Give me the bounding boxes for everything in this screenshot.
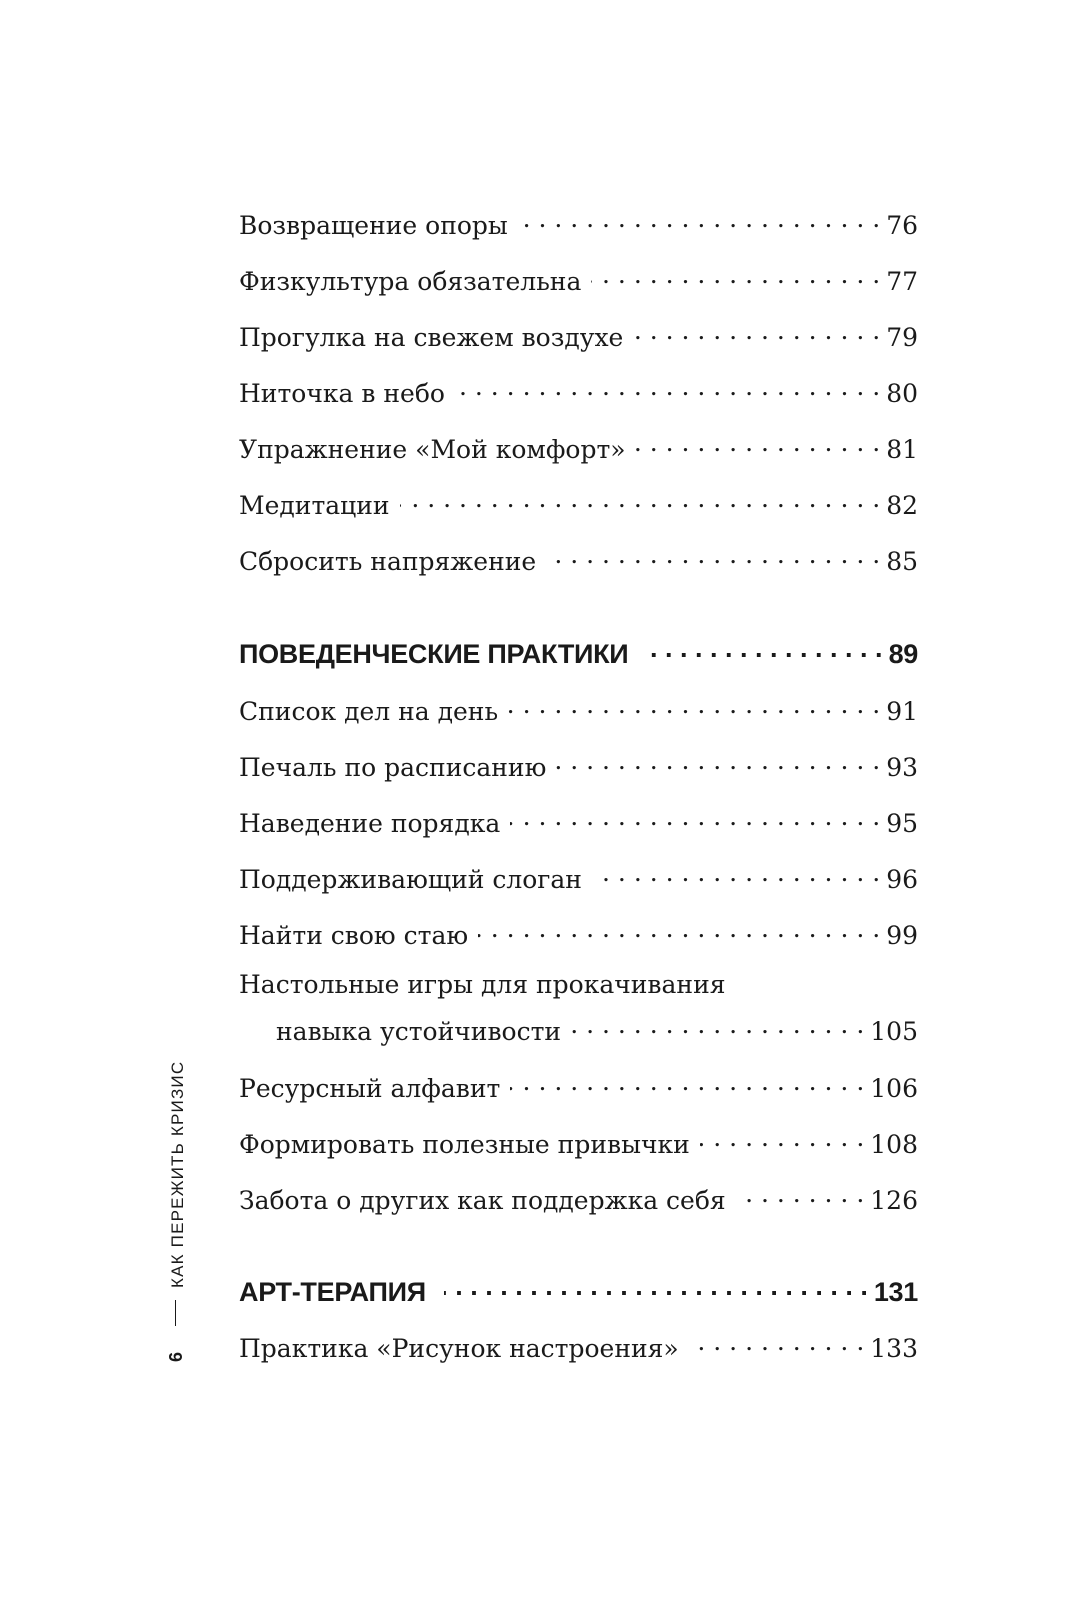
toc-entry — [239, 428, 918, 465]
toc-entry — [239, 1123, 918, 1160]
toc-entry-page: 77 — [886, 267, 918, 296]
toc-section-title: АРТ-ТЕРАПИЯ — [239, 1277, 426, 1307]
toc-entry-title: Физкультура обязательна — [239, 267, 582, 296]
toc-entry — [239, 914, 918, 951]
toc-section-heading — [239, 633, 918, 669]
toc-entry — [239, 802, 918, 839]
toc-entry-title: Прогулка на свежем воздухе — [239, 323, 624, 352]
toc-entry-title: Ниточка в небо — [239, 379, 445, 408]
dot-leader — [444, 1271, 868, 1301]
toc-entry-title: Наведение порядка — [239, 809, 501, 838]
toc-entry-page: 133 — [870, 1334, 918, 1363]
toc-entry-continuation — [239, 1010, 918, 1047]
dot-leader — [546, 540, 880, 570]
toc-section-page: 89 — [888, 639, 918, 669]
toc-entry — [239, 260, 918, 297]
toc-entry-page: 91 — [886, 697, 918, 726]
dot-leader — [556, 746, 880, 776]
toc-entry-title: Возвращение опоры — [239, 211, 508, 240]
dot-leader — [400, 484, 881, 514]
dot-leader — [508, 690, 880, 720]
toc-entry-page: 81 — [886, 435, 918, 464]
toc-entry-page: 93 — [886, 753, 918, 782]
toc-entry — [239, 1327, 918, 1364]
dot-leader — [510, 1067, 864, 1097]
toc-entry-title: Упражнение «Мой комфорт» — [239, 435, 626, 464]
toc-entry-title: Практика «Рисунок настроения» — [239, 1334, 679, 1363]
running-title: КАК ПЕРЕЖИТЬ КРИЗИС — [168, 1060, 187, 1288]
toc-entry-title: Сбросить напряжение — [239, 547, 537, 576]
toc-entry-page: 85 — [886, 547, 918, 576]
dot-leader — [478, 914, 880, 944]
dot-leader — [455, 372, 880, 402]
toc-entry-page: 76 — [886, 211, 918, 240]
toc-entry — [239, 484, 918, 521]
dot-leader — [592, 858, 880, 888]
dot-leader — [518, 204, 880, 234]
toc-entry-page: 96 — [886, 865, 918, 894]
toc-entry-page: 126 — [870, 1186, 918, 1215]
toc-entry — [239, 372, 918, 409]
toc-entry-page: 106 — [870, 1074, 918, 1103]
toc-entry-title-continued: навыка устойчивости — [276, 1017, 562, 1046]
dot-leader — [646, 633, 882, 663]
toc-entry — [239, 970, 918, 1047]
toc-entry — [239, 1179, 918, 1216]
toc-entry-page: 80 — [886, 379, 918, 408]
toc-entry-page: 108 — [870, 1130, 918, 1159]
toc-entry — [239, 540, 918, 577]
toc-entry — [239, 858, 918, 895]
toc-entry-page: 95 — [886, 809, 918, 838]
page-number: 6 — [166, 1351, 186, 1362]
toc-entry — [239, 204, 918, 241]
toc-entry-title: Поддерживающий слоган — [239, 865, 582, 894]
toc-entry-title: Печаль по расписанию — [239, 753, 547, 782]
toc-entry-title: Забота о других как поддержка себя — [239, 1186, 726, 1215]
toc-section-page: 131 — [873, 1277, 918, 1307]
toc-entry-title: Ресурсный алфавит — [239, 1074, 501, 1103]
dot-leader — [510, 802, 880, 832]
folio-divider — [175, 1300, 176, 1326]
toc-entry — [239, 1067, 918, 1104]
toc-entry-page: 82 — [886, 491, 918, 520]
dot-leader — [736, 1179, 865, 1209]
toc-entry-page: 79 — [886, 323, 918, 352]
toc-section-title: ПОВЕДЕНЧЕСКИЕ ПРАКТИКИ — [239, 639, 629, 669]
toc-entry — [239, 690, 918, 727]
toc-entry-title: Формировать полезные привычки — [239, 1130, 690, 1159]
toc-section-heading — [239, 1271, 918, 1307]
dot-leader — [633, 316, 880, 346]
toc-entry-title: Найти свою стаю — [239, 921, 469, 950]
toc-entry-title: Настольные игры для прокачивания — [239, 970, 726, 999]
dot-leader — [636, 428, 881, 458]
dot-leader — [689, 1327, 865, 1357]
toc-entry-title: Список дел на день — [239, 697, 499, 726]
toc-entry-title: Медитации — [239, 491, 390, 520]
toc-entry-page: 105 — [870, 1017, 918, 1046]
toc-entry-page: 99 — [886, 921, 918, 950]
dot-leader — [700, 1123, 865, 1153]
dot-leader — [591, 260, 880, 290]
dot-leader — [571, 1010, 864, 1040]
toc-entry — [239, 746, 918, 783]
toc-entry — [239, 316, 918, 353]
